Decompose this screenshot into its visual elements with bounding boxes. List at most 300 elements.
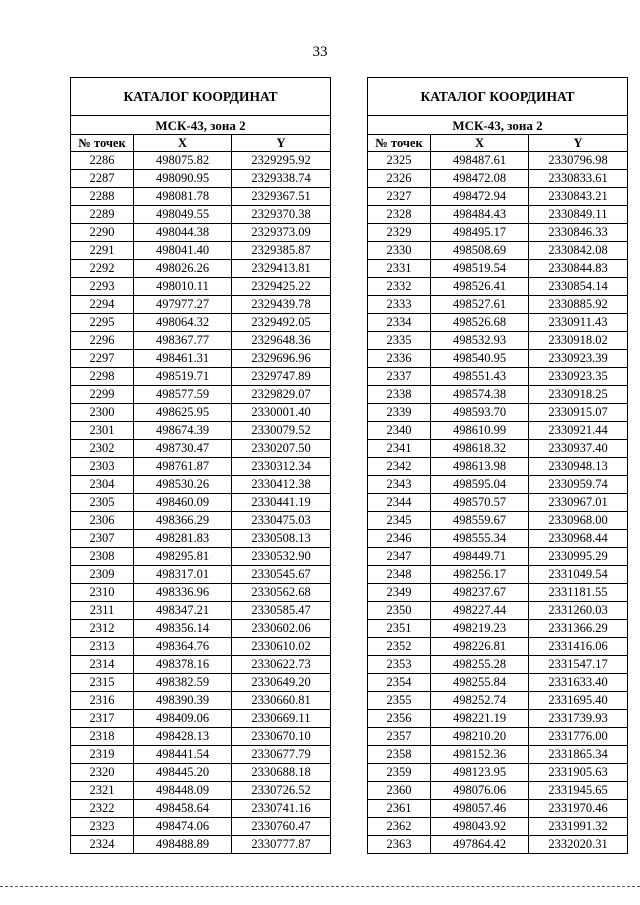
x-coordinate-cell: 498519.54 (431, 260, 529, 278)
y-coordinate-cell: 2331416.06 (529, 638, 628, 656)
y-coordinate-cell: 2329425.22 (232, 278, 331, 296)
y-coordinate-cell: 2330207.50 (232, 440, 331, 458)
point-number-cell: 2330 (368, 242, 431, 260)
y-coordinate-cell: 2330441.19 (232, 494, 331, 512)
point-number-cell: 2340 (368, 422, 431, 440)
x-coordinate-cell: 498226.81 (431, 638, 529, 656)
y-coordinate-cell: 2330923.35 (529, 368, 628, 386)
x-coordinate-cell: 498577.59 (134, 386, 232, 404)
point-number-cell: 2289 (71, 206, 134, 224)
y-coordinate-cell: 2330842.08 (529, 242, 628, 260)
x-coordinate-cell: 498256.17 (431, 566, 529, 584)
point-number-cell: 2292 (71, 260, 134, 278)
table-row (368, 368, 628, 386)
table-row (71, 440, 331, 458)
x-coordinate-cell: 498472.08 (431, 170, 529, 188)
point-number-cell: 2328 (368, 206, 431, 224)
table-row (71, 710, 331, 728)
table-row (71, 782, 331, 800)
point-number-cell: 2306 (71, 512, 134, 530)
page-bottom-divider (0, 886, 640, 887)
x-coordinate-cell: 498366.29 (134, 512, 232, 530)
y-coordinate-cell: 2330001.40 (232, 404, 331, 422)
y-coordinate-cell: 2330660.81 (232, 692, 331, 710)
x-coordinate-cell: 498495.17 (431, 224, 529, 242)
x-coordinate-cell: 498041.40 (134, 242, 232, 260)
table-row (71, 818, 331, 836)
x-coordinate-cell: 498064.32 (134, 314, 232, 332)
y-coordinate-cell: 2329367.51 (232, 188, 331, 206)
x-coordinate-cell: 498123.95 (431, 764, 529, 782)
y-coordinate-cell: 2330948.13 (529, 458, 628, 476)
table-row (71, 188, 331, 206)
y-coordinate-cell: 2330995.29 (529, 548, 628, 566)
point-number-cell: 2325 (368, 152, 431, 170)
x-coordinate-cell: 498448.09 (134, 782, 232, 800)
table-row (368, 332, 628, 350)
y-coordinate-cell: 2330312.34 (232, 458, 331, 476)
table-row (368, 764, 628, 782)
y-coordinate-cell: 2329338.74 (232, 170, 331, 188)
table-row (71, 638, 331, 656)
table-row (368, 458, 628, 476)
x-coordinate-cell: 498364.76 (134, 638, 232, 656)
table-row (71, 152, 331, 170)
y-coordinate-cell: 2331970.46 (529, 800, 628, 818)
point-number-cell: 2336 (368, 350, 431, 368)
x-coordinate-cell: 498255.84 (431, 674, 529, 692)
x-coordinate-cell: 498317.01 (134, 566, 232, 584)
point-number-cell: 2311 (71, 602, 134, 620)
x-coordinate-cell: 498625.95 (134, 404, 232, 422)
y-coordinate-cell: 2330918.25 (529, 386, 628, 404)
y-coordinate-cell: 2331695.40 (529, 692, 628, 710)
point-number-cell: 2298 (71, 368, 134, 386)
table-row (368, 728, 628, 746)
table-row (71, 350, 331, 368)
y-coordinate-cell: 2330610.02 (232, 638, 331, 656)
x-coordinate-cell: 498730.47 (134, 440, 232, 458)
point-number-cell: 2322 (71, 800, 134, 818)
table-row (368, 782, 628, 800)
y-coordinate-cell: 2330844.83 (529, 260, 628, 278)
column-header-x: X (431, 135, 529, 152)
point-number-cell: 2287 (71, 170, 134, 188)
y-coordinate-cell: 2330562.68 (232, 584, 331, 602)
y-coordinate-cell: 2330741.16 (232, 800, 331, 818)
y-coordinate-cell: 2330688.18 (232, 764, 331, 782)
x-coordinate-cell: 498593.70 (431, 404, 529, 422)
x-coordinate-cell: 498551.43 (431, 368, 529, 386)
table-row (368, 440, 628, 458)
table-row (368, 260, 628, 278)
point-number-cell: 2309 (71, 566, 134, 584)
table-row (71, 602, 331, 620)
y-coordinate-cell: 2329413.81 (232, 260, 331, 278)
point-number-cell: 2320 (71, 764, 134, 782)
y-coordinate-cell: 2330923.39 (529, 350, 628, 368)
table-row (71, 170, 331, 188)
table-row (368, 476, 628, 494)
table-row (71, 566, 331, 584)
point-number-cell: 2286 (71, 152, 134, 170)
y-coordinate-cell: 2331865.34 (529, 746, 628, 764)
point-number-cell: 2321 (71, 782, 134, 800)
point-number-cell: 2357 (368, 728, 431, 746)
x-coordinate-cell: 498057.46 (431, 800, 529, 818)
point-number-cell: 2313 (71, 638, 134, 656)
point-number-cell: 2318 (71, 728, 134, 746)
y-coordinate-cell: 2330846.33 (529, 224, 628, 242)
y-coordinate-cell: 2330833.61 (529, 170, 628, 188)
x-coordinate-cell: 498152.36 (431, 746, 529, 764)
y-coordinate-cell: 2330585.47 (232, 602, 331, 620)
table-row (71, 692, 331, 710)
y-coordinate-cell: 2329648.36 (232, 332, 331, 350)
point-number-cell: 2355 (368, 692, 431, 710)
table-row (71, 620, 331, 638)
table-row (368, 296, 628, 314)
table-row (71, 242, 331, 260)
table-row (71, 530, 331, 548)
point-number-cell: 2315 (71, 674, 134, 692)
x-coordinate-cell: 498674.39 (134, 422, 232, 440)
point-number-cell: 2332 (368, 278, 431, 296)
x-coordinate-cell: 498081.78 (134, 188, 232, 206)
x-coordinate-cell: 498409.06 (134, 710, 232, 728)
table-row (71, 332, 331, 350)
table-row (368, 800, 628, 818)
point-number-cell: 2331 (368, 260, 431, 278)
y-coordinate-cell: 2330677.79 (232, 746, 331, 764)
x-coordinate-cell: 498595.04 (431, 476, 529, 494)
x-coordinate-cell: 498075.82 (134, 152, 232, 170)
point-number-cell: 2312 (71, 620, 134, 638)
point-number-cell: 2303 (71, 458, 134, 476)
point-number-cell: 2338 (368, 386, 431, 404)
point-number-cell: 2347 (368, 548, 431, 566)
x-coordinate-cell: 498295.81 (134, 548, 232, 566)
column-header-point-number: № точек (368, 135, 431, 152)
y-coordinate-cell: 2329370.38 (232, 206, 331, 224)
y-coordinate-cell: 2331366.29 (529, 620, 628, 638)
y-coordinate-cell: 2329373.09 (232, 224, 331, 242)
table-row (71, 800, 331, 818)
table-row (71, 314, 331, 332)
x-coordinate-cell: 498526.68 (431, 314, 529, 332)
point-number-cell: 2307 (71, 530, 134, 548)
point-number-cell: 2293 (71, 278, 134, 296)
y-coordinate-cell: 2331547.17 (529, 656, 628, 674)
point-number-cell: 2333 (368, 296, 431, 314)
point-number-cell: 2304 (71, 476, 134, 494)
column-header-point-number: № точек (71, 135, 134, 152)
x-coordinate-cell: 498445.20 (134, 764, 232, 782)
x-coordinate-cell: 498441.54 (134, 746, 232, 764)
point-number-cell: 2337 (368, 368, 431, 386)
x-coordinate-cell: 498474.06 (134, 818, 232, 836)
table-row (71, 224, 331, 242)
x-coordinate-cell: 498252.74 (431, 692, 529, 710)
table-row (71, 584, 331, 602)
y-coordinate-cell: 2329439.78 (232, 296, 331, 314)
point-number-cell: 2301 (71, 422, 134, 440)
catalog-title: КАТАЛОГ КООРДИНАТ (71, 78, 331, 116)
y-coordinate-cell: 2330968.00 (529, 512, 628, 530)
y-coordinate-cell: 2330843.21 (529, 188, 628, 206)
table-row (368, 584, 628, 602)
table-row (368, 314, 628, 332)
table-row (71, 512, 331, 530)
x-coordinate-cell: 498219.23 (431, 620, 529, 638)
y-coordinate-cell: 2331905.63 (529, 764, 628, 782)
y-coordinate-cell: 2331181.55 (529, 584, 628, 602)
catalog-title: КАТАЛОГ КООРДИНАТ (368, 78, 628, 116)
table-row (368, 188, 628, 206)
table-row (71, 476, 331, 494)
point-number-cell: 2295 (71, 314, 134, 332)
y-coordinate-cell: 2330726.52 (232, 782, 331, 800)
table-row (71, 746, 331, 764)
table-row (71, 404, 331, 422)
x-coordinate-cell: 498347.21 (134, 602, 232, 620)
table-row (71, 458, 331, 476)
x-coordinate-cell: 498026.26 (134, 260, 232, 278)
x-coordinate-cell: 498044.38 (134, 224, 232, 242)
x-coordinate-cell: 498378.16 (134, 656, 232, 674)
table-row (368, 494, 628, 512)
x-coordinate-cell: 498472.94 (431, 188, 529, 206)
y-coordinate-cell: 2330760.47 (232, 818, 331, 836)
table-row (368, 404, 628, 422)
point-number-cell: 2299 (71, 386, 134, 404)
table-row (368, 836, 628, 854)
y-coordinate-cell: 2330885.92 (529, 296, 628, 314)
y-coordinate-cell: 2330669.11 (232, 710, 331, 728)
y-coordinate-cell: 2330918.02 (529, 332, 628, 350)
x-coordinate-cell: 498449.71 (431, 548, 529, 566)
y-coordinate-cell: 2330967.01 (529, 494, 628, 512)
y-coordinate-cell: 2330670.10 (232, 728, 331, 746)
page-number: 33 (312, 44, 328, 60)
y-coordinate-cell: 2330937.40 (529, 440, 628, 458)
x-coordinate-cell: 498227.44 (431, 602, 529, 620)
table-row (71, 296, 331, 314)
table-row (71, 386, 331, 404)
table-row (71, 368, 331, 386)
catalog-subtitle: МСК-43, зона 2 (71, 116, 331, 135)
point-number-cell: 2290 (71, 224, 134, 242)
y-coordinate-cell: 2330777.87 (232, 836, 331, 854)
y-coordinate-cell: 2329385.87 (232, 242, 331, 260)
point-number-cell: 2361 (368, 800, 431, 818)
coordinate-catalog-table-right (367, 77, 628, 854)
x-coordinate-cell: 498519.71 (134, 368, 232, 386)
x-coordinate-cell: 498367.77 (134, 332, 232, 350)
table-row (368, 530, 628, 548)
x-coordinate-cell: 498210.20 (431, 728, 529, 746)
x-coordinate-cell: 497977.27 (134, 296, 232, 314)
x-coordinate-cell: 498574.38 (431, 386, 529, 404)
table-row (368, 422, 628, 440)
table-row (368, 206, 628, 224)
table-row (368, 278, 628, 296)
table-row (71, 728, 331, 746)
x-coordinate-cell: 498461.31 (134, 350, 232, 368)
y-coordinate-cell: 2330508.13 (232, 530, 331, 548)
table-row (71, 836, 331, 854)
point-number-cell: 2329 (368, 224, 431, 242)
coordinate-catalog-table-left (70, 77, 331, 854)
point-number-cell: 2342 (368, 458, 431, 476)
point-number-cell: 2305 (71, 494, 134, 512)
x-coordinate-cell: 498382.59 (134, 674, 232, 692)
point-number-cell: 2348 (368, 566, 431, 584)
table-row (368, 620, 628, 638)
table-row (71, 422, 331, 440)
x-coordinate-cell: 498281.83 (134, 530, 232, 548)
catalog-subtitle: МСК-43, зона 2 (368, 116, 628, 135)
y-coordinate-cell: 2329696.96 (232, 350, 331, 368)
y-coordinate-cell: 2329829.07 (232, 386, 331, 404)
y-coordinate-cell: 2331776.00 (529, 728, 628, 746)
x-coordinate-cell: 498540.95 (431, 350, 529, 368)
table-row (368, 350, 628, 368)
point-number-cell: 2360 (368, 782, 431, 800)
y-coordinate-cell: 2330796.98 (529, 152, 628, 170)
point-number-cell: 2349 (368, 584, 431, 602)
point-number-cell: 2346 (368, 530, 431, 548)
y-coordinate-cell: 2330849.11 (529, 206, 628, 224)
table-row (71, 764, 331, 782)
point-number-cell: 2356 (368, 710, 431, 728)
y-coordinate-cell: 2330622.73 (232, 656, 331, 674)
point-number-cell: 2291 (71, 242, 134, 260)
column-header-x: X (134, 135, 232, 152)
point-number-cell: 2363 (368, 836, 431, 854)
x-coordinate-cell: 498618.32 (431, 440, 529, 458)
x-coordinate-cell: 498255.28 (431, 656, 529, 674)
table-row (368, 566, 628, 584)
table-row (368, 710, 628, 728)
y-coordinate-cell: 2331739.93 (529, 710, 628, 728)
x-coordinate-cell: 498559.67 (431, 512, 529, 530)
point-number-cell: 2334 (368, 314, 431, 332)
x-coordinate-cell: 498484.43 (431, 206, 529, 224)
table-row (71, 278, 331, 296)
point-number-cell: 2352 (368, 638, 431, 656)
point-number-cell: 2327 (368, 188, 431, 206)
point-number-cell: 2302 (71, 440, 134, 458)
point-number-cell: 2317 (71, 710, 134, 728)
column-header-y: Y (232, 135, 331, 152)
y-coordinate-cell: 2330649.20 (232, 674, 331, 692)
y-coordinate-cell: 2330545.67 (232, 566, 331, 584)
point-number-cell: 2359 (368, 764, 431, 782)
y-coordinate-cell: 2329295.92 (232, 152, 331, 170)
point-number-cell: 2358 (368, 746, 431, 764)
y-coordinate-cell: 2330959.74 (529, 476, 628, 494)
table-row (71, 674, 331, 692)
y-coordinate-cell: 2330602.06 (232, 620, 331, 638)
y-coordinate-cell: 2331633.40 (529, 674, 628, 692)
x-coordinate-cell: 498090.95 (134, 170, 232, 188)
point-number-cell: 2296 (71, 332, 134, 350)
point-number-cell: 2300 (71, 404, 134, 422)
x-coordinate-cell: 498428.13 (134, 728, 232, 746)
y-coordinate-cell: 2331991.32 (529, 818, 628, 836)
point-number-cell: 2351 (368, 620, 431, 638)
y-coordinate-cell: 2329492.05 (232, 314, 331, 332)
x-coordinate-cell: 498508.69 (431, 242, 529, 260)
table-row (368, 674, 628, 692)
point-number-cell: 2319 (71, 746, 134, 764)
x-coordinate-cell: 498237.67 (431, 584, 529, 602)
table-row (368, 512, 628, 530)
x-coordinate-cell: 498570.57 (431, 494, 529, 512)
table-row (368, 152, 628, 170)
point-number-cell: 2288 (71, 188, 134, 206)
point-number-cell: 2344 (368, 494, 431, 512)
x-coordinate-cell: 498610.99 (431, 422, 529, 440)
y-coordinate-cell: 2330968.44 (529, 530, 628, 548)
y-coordinate-cell: 2331945.65 (529, 782, 628, 800)
point-number-cell: 2310 (71, 584, 134, 602)
point-number-cell: 2308 (71, 548, 134, 566)
table-row (368, 602, 628, 620)
x-coordinate-cell: 498488.89 (134, 836, 232, 854)
point-number-cell: 2294 (71, 296, 134, 314)
column-header-y: Y (529, 135, 628, 152)
point-number-cell: 2343 (368, 476, 431, 494)
table-row (368, 656, 628, 674)
table-row (71, 656, 331, 674)
y-coordinate-cell: 2330854.14 (529, 278, 628, 296)
table-row (368, 692, 628, 710)
table-row (368, 548, 628, 566)
point-number-cell: 2324 (71, 836, 134, 854)
x-coordinate-cell: 498555.34 (431, 530, 529, 548)
x-coordinate-cell: 498356.14 (134, 620, 232, 638)
x-coordinate-cell: 498010.11 (134, 278, 232, 296)
table-row (368, 638, 628, 656)
table-row (71, 206, 331, 224)
x-coordinate-cell: 498049.55 (134, 206, 232, 224)
point-number-cell: 2354 (368, 674, 431, 692)
point-number-cell: 2316 (71, 692, 134, 710)
x-coordinate-cell: 498221.19 (431, 710, 529, 728)
table-row (71, 548, 331, 566)
y-coordinate-cell: 2331049.54 (529, 566, 628, 584)
table-row (368, 242, 628, 260)
point-number-cell: 2323 (71, 818, 134, 836)
point-number-cell: 2339 (368, 404, 431, 422)
point-number-cell: 2345 (368, 512, 431, 530)
x-coordinate-cell: 498487.61 (431, 152, 529, 170)
x-coordinate-cell: 498613.98 (431, 458, 529, 476)
point-number-cell: 2297 (71, 350, 134, 368)
table-row (71, 260, 331, 278)
x-coordinate-cell: 498532.93 (431, 332, 529, 350)
x-coordinate-cell: 498530.26 (134, 476, 232, 494)
y-coordinate-cell: 2331260.03 (529, 602, 628, 620)
point-number-cell: 2341 (368, 440, 431, 458)
point-number-cell: 2353 (368, 656, 431, 674)
x-coordinate-cell: 498043.92 (431, 818, 529, 836)
y-coordinate-cell: 2330532.90 (232, 548, 331, 566)
table-row (368, 170, 628, 188)
x-coordinate-cell: 498336.96 (134, 584, 232, 602)
